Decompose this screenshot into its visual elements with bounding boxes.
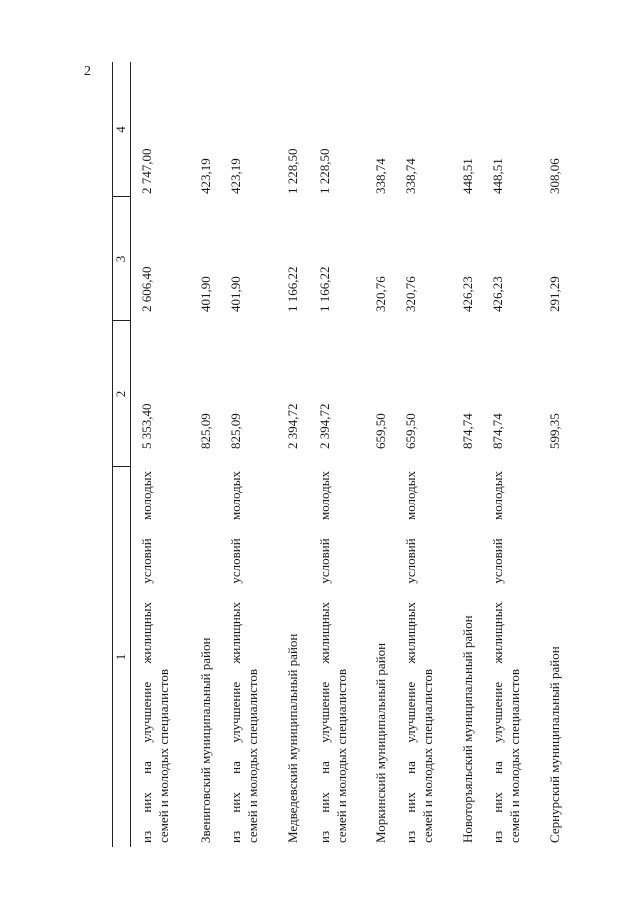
row-label [197, 471, 214, 843]
header-col-2: 2 [113, 390, 128, 398]
cell-col-2: 599,35 [547, 413, 562, 449]
row-label-line: из них на улучшение жилищных условий молодых [490, 471, 505, 843]
row-label-line: из них на улучшение жилищных условий молодых [317, 471, 332, 843]
cell-col-3: 426,23 [460, 276, 475, 312]
row-label-line: семей и молодых специалистов [334, 668, 349, 843]
cell-col-4: 1 228,50 [285, 148, 300, 194]
cell-col-3: 426,23 [490, 276, 505, 312]
cell-col-2: 2 394,72 [285, 403, 300, 449]
row-label-line: семей и молодых специалистов [420, 668, 435, 843]
row-label [372, 471, 389, 843]
cell-col-3: 1 166,22 [317, 266, 332, 312]
cell-col-4: 308,06 [547, 158, 562, 194]
cell-col-4: 338,74 [373, 158, 388, 194]
page-number: 2 [84, 64, 91, 79]
row-label-line: Новоторъяльский муниципальный район [460, 615, 475, 843]
cell-col-3: 1 166,22 [285, 266, 300, 312]
row-label-line: из них на улучшение жилищных условий молодых [228, 471, 243, 843]
header-col-3: 3 [113, 255, 128, 263]
row-label-line: Медведевский муниципальный район [285, 633, 300, 843]
cell-col-3: 320,76 [373, 276, 388, 312]
cell-col-4: 423,19 [228, 158, 243, 194]
row-label [402, 471, 436, 843]
cell-col-2: 659,50 [373, 413, 388, 449]
row-label-line: Сернурский муниципальный район [547, 646, 562, 843]
row-label [316, 471, 350, 843]
row-label-line: Звениговский муниципальный район [198, 637, 213, 843]
row-label [284, 471, 301, 843]
cell-col-2: 2 394,72 [317, 403, 332, 449]
cell-col-2: 825,09 [198, 413, 213, 449]
header-bottom-rule [130, 62, 131, 847]
cell-col-2: 874,74 [490, 413, 505, 449]
row-label [489, 471, 523, 843]
cell-col-2: 825,09 [228, 413, 243, 449]
row-label [546, 471, 563, 843]
row-label-line: семей и молодых специалистов [507, 668, 522, 843]
row-label [138, 471, 172, 843]
row-label-line: Моркинский муниципальный район [373, 642, 388, 843]
cell-col-3: 401,90 [228, 276, 243, 312]
cell-col-4: 448,51 [490, 158, 505, 194]
cell-col-2: 659,50 [403, 413, 418, 449]
cell-col-4: 448,51 [460, 158, 475, 194]
header-col-4: 4 [113, 126, 128, 133]
cell-col-4: 423,19 [198, 158, 213, 194]
cell-col-4: 1 228,50 [317, 148, 332, 194]
header-col-1: 1 [113, 653, 128, 661]
row-label-line: семей и молодых специалистов [156, 668, 171, 843]
cell-col-3: 320,76 [403, 276, 418, 312]
cell-col-3: 2 606,40 [139, 266, 154, 312]
cell-col-2: 874,74 [460, 413, 475, 449]
cell-col-3: 401,90 [198, 276, 213, 312]
row-label-line: из них на улучшение жилищных условий молодых [403, 471, 418, 843]
row-label-line: семей и молодых специалистов [245, 668, 260, 843]
cell-col-4: 338,74 [403, 158, 418, 194]
row-label [459, 471, 476, 843]
cell-col-4: 2 747,00 [139, 148, 154, 194]
cell-col-3: 291,29 [547, 276, 562, 312]
row-label [227, 471, 261, 843]
row-label-line: из них на улучшение жилищных условий молодых [139, 471, 154, 843]
cell-col-2: 5 353,40 [139, 403, 154, 449]
